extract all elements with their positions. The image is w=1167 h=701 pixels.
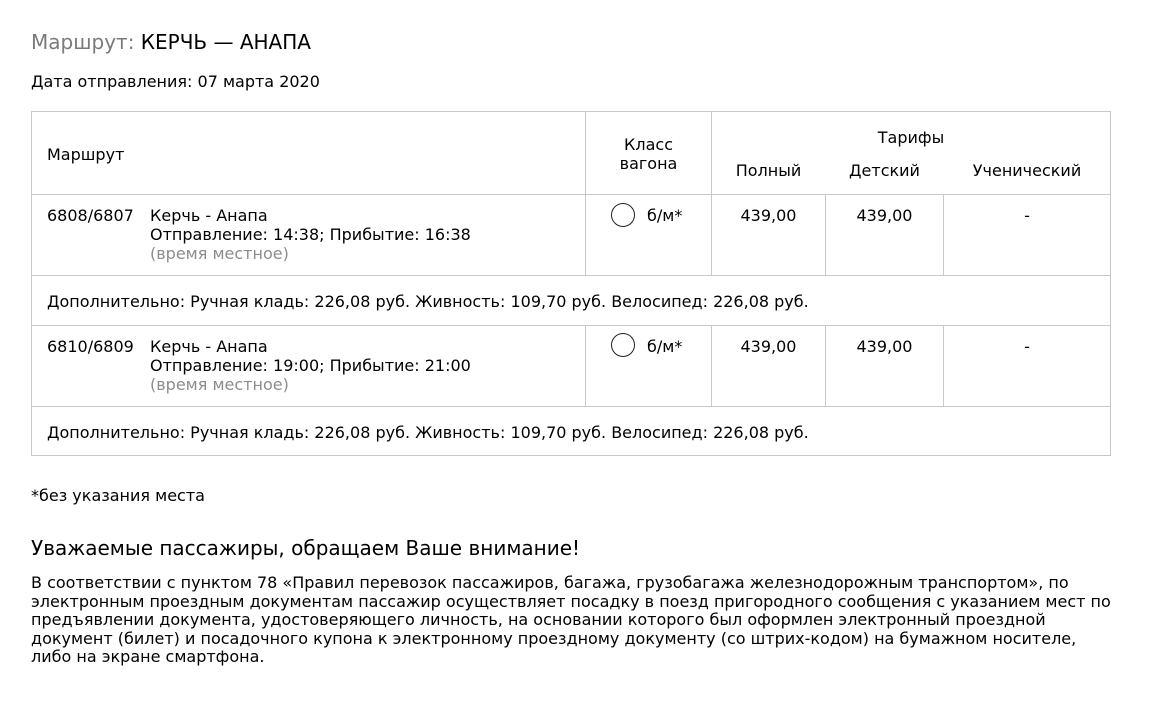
select-train-radio[interactable] (611, 203, 635, 227)
price-student: - (1024, 337, 1030, 356)
page-title (31, 30, 311, 54)
header-full: Полный (735, 161, 802, 180)
header-route: Маршрут (47, 145, 125, 164)
header-class-line1: Класс (624, 135, 673, 154)
price-full: 439,00 (740, 206, 797, 225)
header-student: Ученический (972, 161, 1082, 180)
row-divider (32, 194, 1110, 195)
local-time-note: (время местное) (150, 375, 289, 394)
price-child: 439,00 (856, 206, 913, 225)
column-divider (585, 194, 586, 275)
header-tariffs: Тарифы (877, 128, 945, 147)
train-route: Керчь - Анапа (150, 337, 268, 356)
train-times: Отправление: 14:38; Прибытие: 16:38 (150, 225, 471, 244)
car-class: б/м* (647, 206, 683, 225)
price-full: 439,00 (740, 337, 797, 356)
notice-text: В соответствии с пунктом 78 «Правил перевозок пассажиров, багажа, грузобагажа железнодорожным транспортом», по электронным проездным документам пассажир осуществляет посадку в поезд пригородного сообщения с указанием мест по предъявлении документа, удостоверяющего личность, на основании которого был оформлен электронный проездной документ (билет) и посадочного купона к электронному проездному документу (со штрих-кодом) на бумажном носителе, либо на экране смартфона. (31, 573, 1111, 666)
car-class: б/м* (647, 337, 683, 356)
select-train-radio[interactable] (611, 333, 635, 357)
extra-fees: Дополнительно: Ручная кладь: 226,08 руб. Живность: 109,70 руб. Велосипед: 226,08 руб. (47, 423, 809, 442)
header-class-line2: вагона (619, 154, 678, 173)
local-time-note: (время местное) (150, 244, 289, 263)
footnote: *без указания места (31, 486, 205, 505)
row-divider (32, 275, 1110, 276)
price-child: 439,00 (856, 337, 913, 356)
departure-date: Дата отправления: 07 марта 2020 (31, 72, 320, 91)
schedule-table (31, 111, 1111, 456)
notice-title: Уважаемые пассажиры, обращаем Ваше внимание! (31, 536, 581, 560)
route-label: Маршрут: (31, 30, 135, 54)
route-value: КЕРЧЬ — АНАПА (140, 30, 311, 54)
price-student: - (1024, 206, 1030, 225)
row-divider (32, 406, 1110, 407)
train-times: Отправление: 19:00; Прибытие: 21:00 (150, 356, 471, 375)
extra-fees: Дополнительно: Ручная кладь: 226,08 руб. Живность: 109,70 руб. Велосипед: 226,08 руб. (47, 292, 809, 311)
train-number: 6810/6809 (47, 337, 134, 356)
column-divider (711, 112, 712, 194)
train-number: 6808/6807 (47, 206, 134, 225)
train-route: Керчь - Анапа (150, 206, 268, 225)
header-child: Детский (849, 161, 920, 180)
column-divider (585, 325, 586, 406)
row-divider (32, 325, 1110, 326)
